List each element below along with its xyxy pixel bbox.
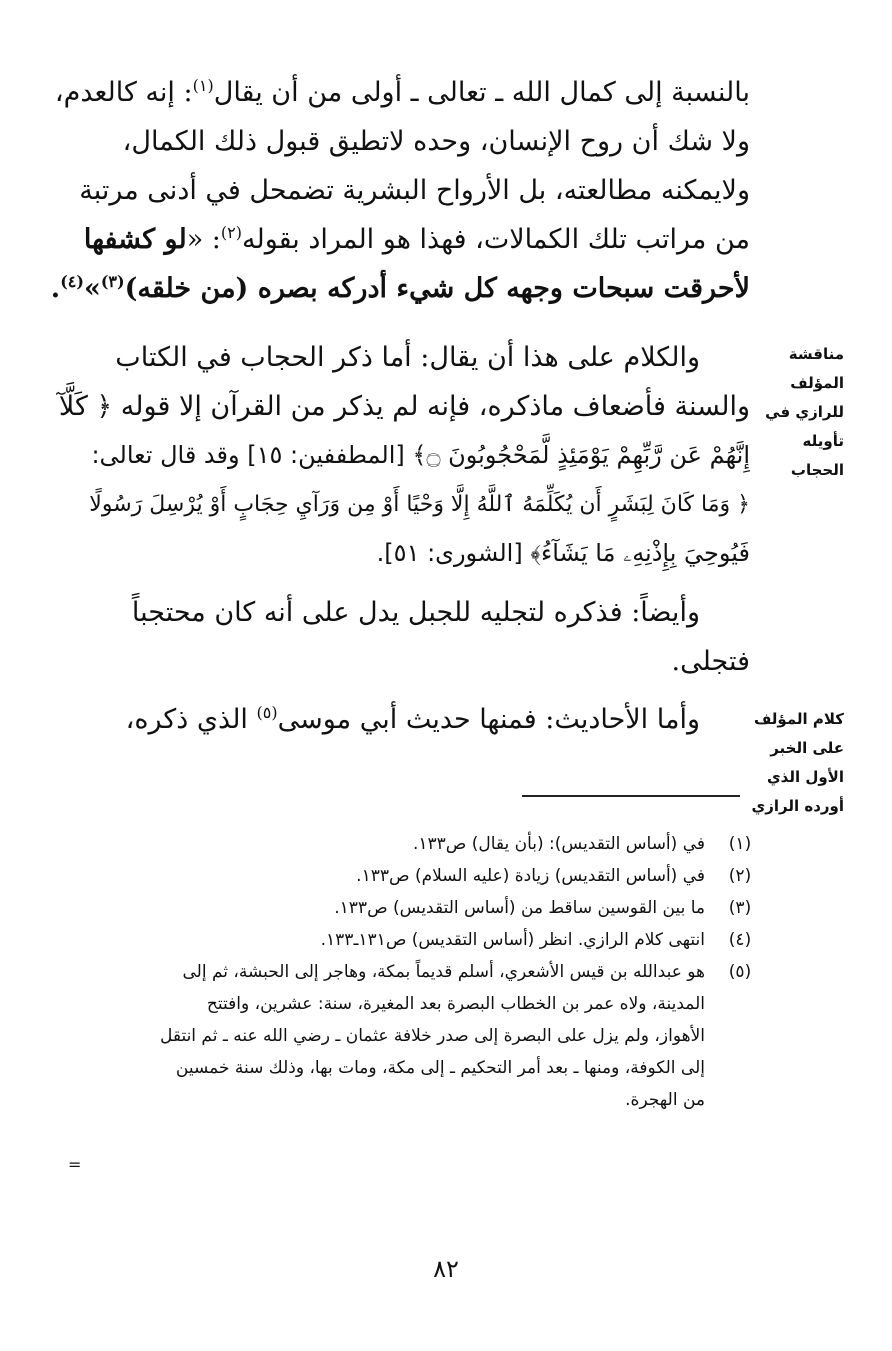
footnotes — [60, 828, 760, 1116]
footnote-number: (١) — [728, 834, 752, 854]
text-line: لأحرقت سبحات وجهه كل شيء أدركه بصره (من خلقه)$^{(٣)}$»$^{(٤)}$. — [50, 272, 750, 304]
text-line: ولا شك أن روح الإنسان، وحده لاتطيق قبول ذلك الكمال، — [122, 126, 750, 157]
footnote: (٢) في (أساس التقديس) زيادة (عليه السلام) ص١٣٣. — [60, 860, 760, 892]
text-line: وأيضاً: فذكره لتجليه للجبل يدل على أنه كان محتجباً — [131, 597, 700, 628]
page-number: ٨٢ — [433, 1255, 459, 1283]
footnote-number: (٣) — [728, 898, 752, 918]
hadith-text: لو كشفها — [83, 224, 187, 255]
footnote-ref[interactable]: (٣) — [100, 272, 125, 291]
text-line: بالنسبة إلى كمال الله ـ تعالى ـ أولى من أن يقال$^{(١)}$: إنه كالعدم، — [54, 76, 750, 108]
paragraph-4 — [60, 695, 750, 744]
footnote: (١) في (أساس التقديس): (بأن يقال) ص١٣٣. — [60, 828, 760, 860]
continuation-mark: = — [68, 1155, 82, 1174]
text-line: والكلام على هذا أن يقال: أما ذكر الحجاب في الكتاب — [115, 342, 700, 373]
margin-note-2: كلام المؤلف على الخبر الأول الذي أورده الرازي — [751, 710, 844, 815]
paragraph-3 — [60, 588, 750, 686]
footnote-ref[interactable]: (٥) — [256, 703, 278, 722]
margin-note-1: مناقشة المؤلف للرازي في تأويله الحجاب — [765, 345, 844, 479]
footnote: (٣) ما بين القوسين ساقط من (أساس التقديس) ص١٣٣. — [60, 892, 760, 924]
text-line: فتجلى. — [671, 646, 750, 677]
footnote-separator — [522, 795, 740, 797]
footnote-number: (٤) — [728, 930, 752, 950]
text-line: والسنة فأضعاف ماذكره، فإنه لم يذكر من القرآن إلا قوله ﴿ كَلَّآ — [58, 391, 750, 422]
footnote-ref[interactable]: (٢) — [220, 223, 242, 242]
footnote: (٥) هو عبدالله بن قيس الأشعري، أسلم قديماً بمكة، وهاجر إلى الحبشة، ثم إلى المدينة، ولاه عمر بن الخطاب البصرة بعد المغيرة، سنة: عشرين، وافتتح الأهواز، ولم يزل على البصرة إلى صدر خلافة عثمان ـ رضي الله عنه ـ ثم انتقل إلى الكوفة، ومنها ـ بعد أمر التحكيم ـ إلى مكة، ومات بها، وذلك سنة خمسين من الهجرة. — [60, 956, 760, 1116]
text-line: من مراتب تلك الكمالات، فهذا هو المراد بقوله$^{(٢)}$: «لو كشفها — [83, 223, 750, 255]
text-line: وأما الأحاديث: فمنها حديث أبي موسى$^{(٥)}$ الذي ذكره، — [125, 703, 700, 735]
quran-verse-line: إِنَّهُمْ عَن رَّبِّهِمْ يَوْمَئِذٍ لَّمَحْجُوبُونَ ۝﴾ [المطففين: ١٥] وقد قال تعالى: — [91, 441, 750, 469]
footnote-ref[interactable]: (٤) — [60, 272, 84, 291]
quran-verse-line: فَيُوحِيَ بِإِذْنِهِۦ مَا يَشَآءُ﴾ [الشورى: ٥١]. — [376, 539, 750, 567]
paragraph-2 — [60, 333, 750, 578]
paragraph-1 — [50, 68, 750, 313]
text-line: ولايمكنه مطالعته، بل الأرواح البشرية تضمحل في أدنى مرتبة — [79, 175, 750, 206]
quran-verse-line: ﴿ وَمَا كَانَ لِبَشَرٍ أَن يُكَلِّمَهُ ٱللَّهُ إِلَّا وَحْيًا أَوْ مِن وَرَآيِ حِجَابٍ أَوْ يُرْسِلَ رَسُولًا — [89, 492, 750, 517]
footnote-ref[interactable]: (١) — [192, 76, 214, 95]
footnote-number: (٥) — [728, 962, 752, 982]
footnote: (٤) انتهى كلام الرازي. انظر (أساس التقديس) ص١٣١ـ١٣٣. — [60, 924, 760, 956]
footnote-number: (٢) — [728, 866, 752, 886]
